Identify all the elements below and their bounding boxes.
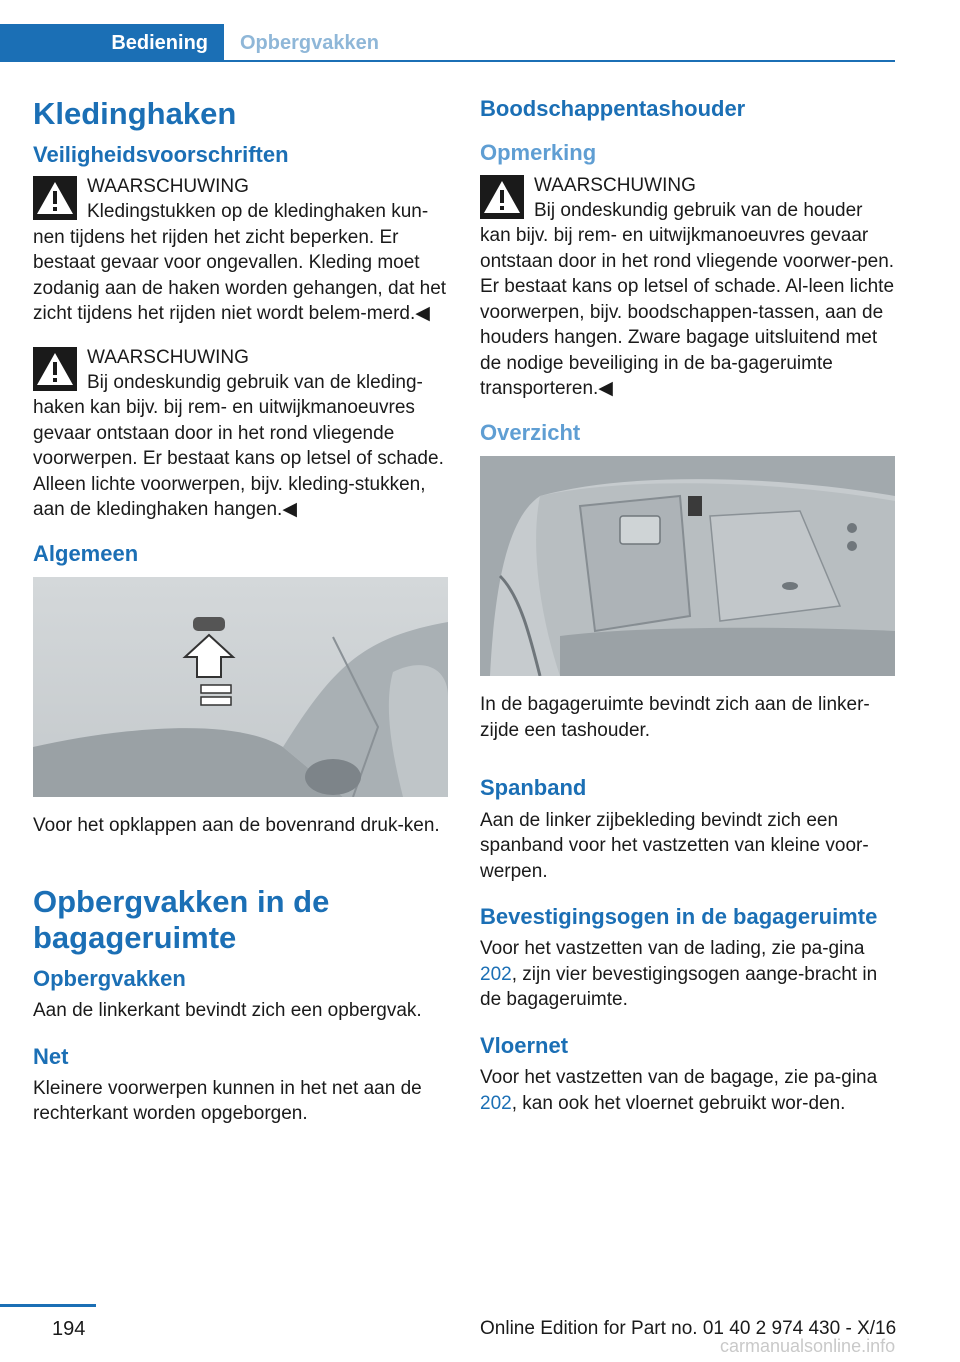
subtitle-vloernet: Vloernet xyxy=(480,1032,569,1058)
page-number: 194 xyxy=(52,1318,86,1340)
subtitle-algemeen: Algemeen xyxy=(33,540,139,566)
warning-block-2 xyxy=(33,345,448,523)
right-column xyxy=(480,96,895,1116)
spanband-text: Aan de linker zijbekleding bevindt zich een spanband voor het vastzetten van kleine voor-werpen. xyxy=(480,809,869,882)
subtitle-overzicht: Overzicht xyxy=(480,419,581,445)
header-tabbar xyxy=(0,24,895,62)
vloernet-text: Voor het vastzetten van de bagage, zie pa-gina 202, kan ook het vloernet gebruikt wor-den. xyxy=(480,1067,878,1114)
warning-text: Kledingstukken op de kledinghaken kun-nen tijdens het rijden het zicht beperken. Er bestaat gevaar voor ongevallen. Kleding moet zodanig aan de haken worden gehangen, dat het zicht tijdens het rijden niet wordt belem-merd.◀ xyxy=(33,201,447,325)
page-link-202[interactable]: 202 xyxy=(480,963,512,985)
warning-triangle-icon xyxy=(480,175,524,219)
subtitle-boodschappentashouder: Boodschappentashouder xyxy=(480,96,746,121)
subtitle-opbergvakken: Opbergvakken xyxy=(33,965,186,991)
warning-title: WAARSCHUWING xyxy=(87,346,249,368)
subtitle-opmerking: Opmerking xyxy=(480,140,597,166)
warning-triangle-icon xyxy=(33,347,77,391)
overzicht-caption: In de bagageruimte bevindt zich aan de linker-zijde een tashouder. xyxy=(480,694,870,741)
page-link-202[interactable]: 202 xyxy=(480,1092,512,1114)
warning-title: WAARSCHUWING xyxy=(87,176,249,198)
left-column xyxy=(33,96,448,1127)
subtitle-spanband: Spanband xyxy=(480,775,587,801)
tab-bediening[interactable]: Bediening xyxy=(0,24,224,62)
warning-block-3 xyxy=(480,173,895,402)
warning-text: Bij ondeskundig gebruik van de houder kan bijv. bij rem- en uitwijkmanoeuvres gevaar ontstaan door in het rond vliegende voorwer-pen. Er bestaat kans op letsel of schade. Al-leen lichte voorwerpen, bijv. boodschappen-tassen, aan de houders hangen. Zware bagage uitsluitend met de nodige beveiliging in de ba-gageruimte transporteren.◀ xyxy=(480,199,895,400)
watermark: carmanualsonline.info xyxy=(720,1336,896,1356)
footer-rule xyxy=(0,1304,96,1307)
bevestiging-text: Voor het vastzetten van de lading, zie pa-gina 202, zijn vier bevestigingsogen aange-bracht in de bagageruimte. xyxy=(480,938,878,1011)
subtitle-veiligheidsvoorschriften: Veiligheidsvoorschriften xyxy=(33,141,289,167)
trunk-illustration xyxy=(480,456,895,676)
header-rule xyxy=(0,60,895,62)
warning-title: WAARSCHUWING xyxy=(534,174,696,196)
warning-triangle-icon xyxy=(33,176,77,220)
opbergvakken-text: Aan de linkerkant bevindt zich een opbergvak. xyxy=(33,1000,422,1022)
subtitle-bevestigingsogen: Bevestigingsogen in de bagageruimte xyxy=(480,904,878,930)
warning-text: Bij ondeskundig gebruik van de kleding-haken kan bijv. bij rem- en uitwijkmanoeuvres gevaar ontstaan door in het rond vliegende voorwerpen. Er bestaat kans op letsel of schade. Alleen lichte voorwerpen, bijv. kleding-stukken, aan de kledinghaken hangen.◀ xyxy=(33,371,444,521)
edition-note: Online Edition for Part no. 01 40 2 974 430 - X/16 xyxy=(480,1318,897,1339)
subtitle-net: Net xyxy=(33,1043,69,1069)
algemeen-caption: Voor het opklappen aan de bovenrand druk-ken. xyxy=(33,814,440,836)
net-text: Kleinere voorwerpen kunnen in het net aan de rechterkant worden opgeborgen. xyxy=(33,1077,422,1125)
warning-block-1 xyxy=(33,174,448,327)
section-title-opbergvakken-bagageruimte: Opbergvakken in de bagageruimte xyxy=(33,884,330,956)
coat-hook-illustration xyxy=(33,577,448,797)
tab-opbergvakken[interactable]: Opbergvakken xyxy=(240,31,379,54)
section-title-kledinghaken: Kledinghaken xyxy=(33,96,237,131)
